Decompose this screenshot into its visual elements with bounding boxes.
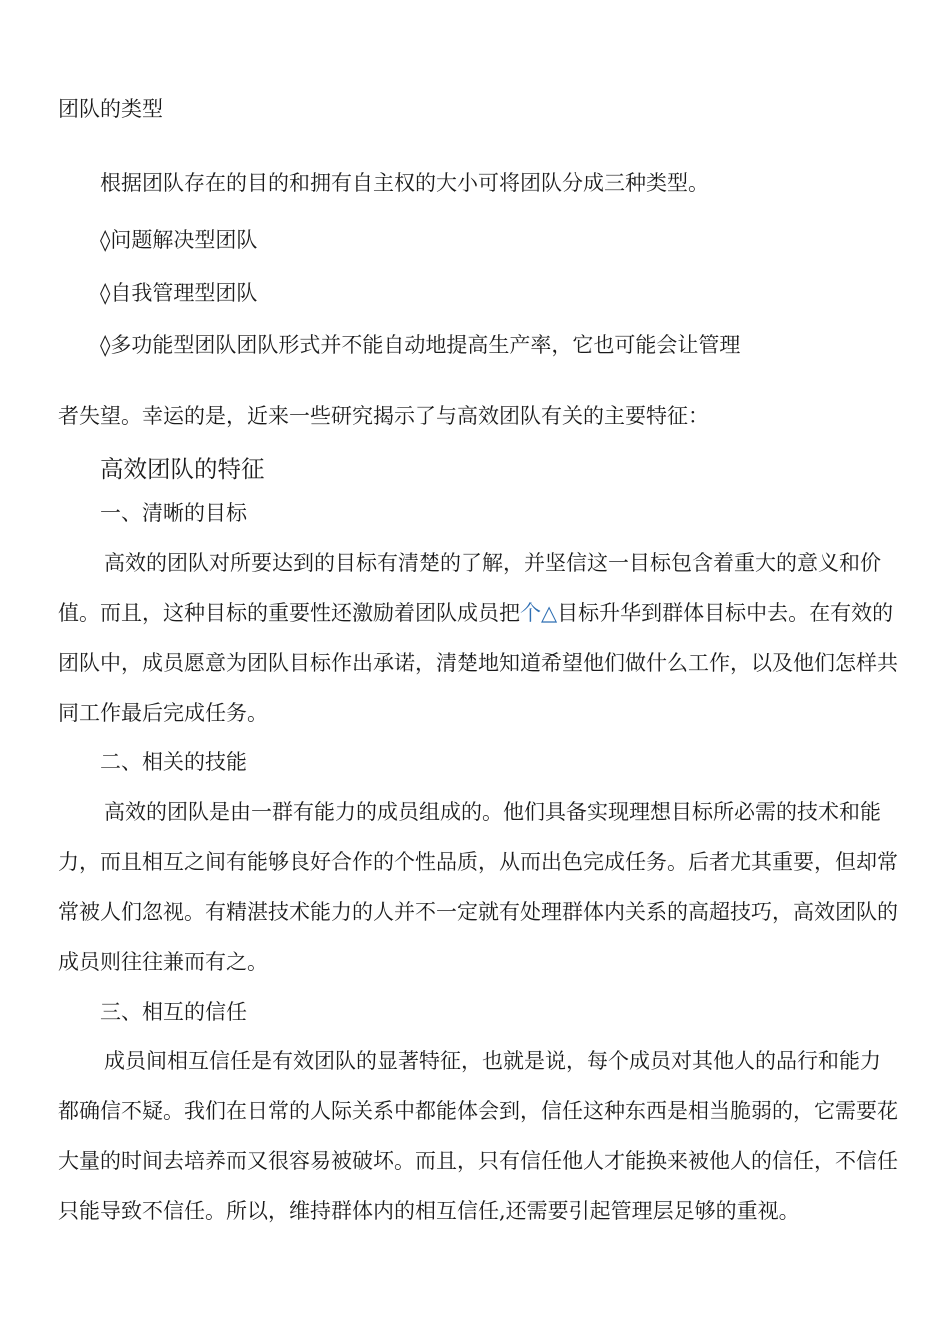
section-heading: 高效团队的特征 bbox=[100, 455, 265, 483]
body-line: 只能导致不信任。所以，维持群体内的相互信任,还需要引起管理层足够的重视。 bbox=[58, 1199, 800, 1223]
body-line: 都确信不疑。我们在日常的人际关系中都能体会到，信任这种东西是相当脆弱的，它需要花 bbox=[58, 1099, 898, 1123]
team-type-item: ◊自我管理型团队 bbox=[100, 281, 258, 305]
body-line: 高效的团队对所要达到的目标有清楚的了解，并坚信这一目标包含着重大的意义和价 bbox=[104, 551, 881, 575]
body-line: 同工作最后完成任务。 bbox=[58, 701, 268, 725]
team-type-item: ◊多功能型团队团队形式并不能自动地提高生产率，它也可能会让管理 bbox=[100, 333, 741, 357]
subsection-heading-skills: 二、相关的技能 bbox=[100, 750, 247, 774]
body-line: 团队中，成员愿意为团队目标作出承诺，清楚地知道希望他们做什么工作，以及他们怎样共 bbox=[58, 651, 898, 675]
paragraph-continuation: 者失望。幸运的是，近来一些研究揭示了与高效团队有关的主要特征： bbox=[58, 404, 709, 428]
body-text: 值。而且，这种目标的重要性还激励着团队成员把 bbox=[58, 601, 520, 625]
subsection-heading-goals: 一、清晰的目标 bbox=[100, 501, 247, 525]
intro-paragraph: 根据团队存在的目的和拥有自主权的大小可将团队分成三种类型。 bbox=[100, 171, 709, 195]
body-line: 高效的团队是由一群有能力的成员组成的。他们具备实现理想目标所必需的技术和能 bbox=[104, 800, 881, 824]
body-line bbox=[58, 598, 893, 628]
body-line: 成员则往往兼而有之。 bbox=[58, 950, 268, 974]
inline-link[interactable]: 个△ bbox=[520, 601, 558, 625]
body-line: 大量的时间去培养而又很容易被破坏。而且，只有信任他人才能换来被他人的信任，不信任 bbox=[58, 1149, 898, 1173]
body-line: 常被人们忽视。有精湛技术能力的人并不一定就有处理群体内关系的高超技巧，高效团队的 bbox=[58, 900, 898, 924]
body-text: 目标升华到群体目标中去。在有效的 bbox=[557, 601, 894, 625]
body-line: 成员间相互信任是有效团队的显著特征，也就是说，每个成员对其他人的品行和能力 bbox=[104, 1049, 881, 1073]
subsection-heading-trust: 三、相互的信任 bbox=[100, 1000, 247, 1024]
page-title: 团队的类型 bbox=[58, 97, 163, 121]
team-type-item: ◊问题解决型团队 bbox=[100, 228, 258, 252]
body-line: 力，而且相互之间有能够良好合作的个性品质，从而出色完成任务。后者尤其重要，但却常 bbox=[58, 850, 898, 874]
